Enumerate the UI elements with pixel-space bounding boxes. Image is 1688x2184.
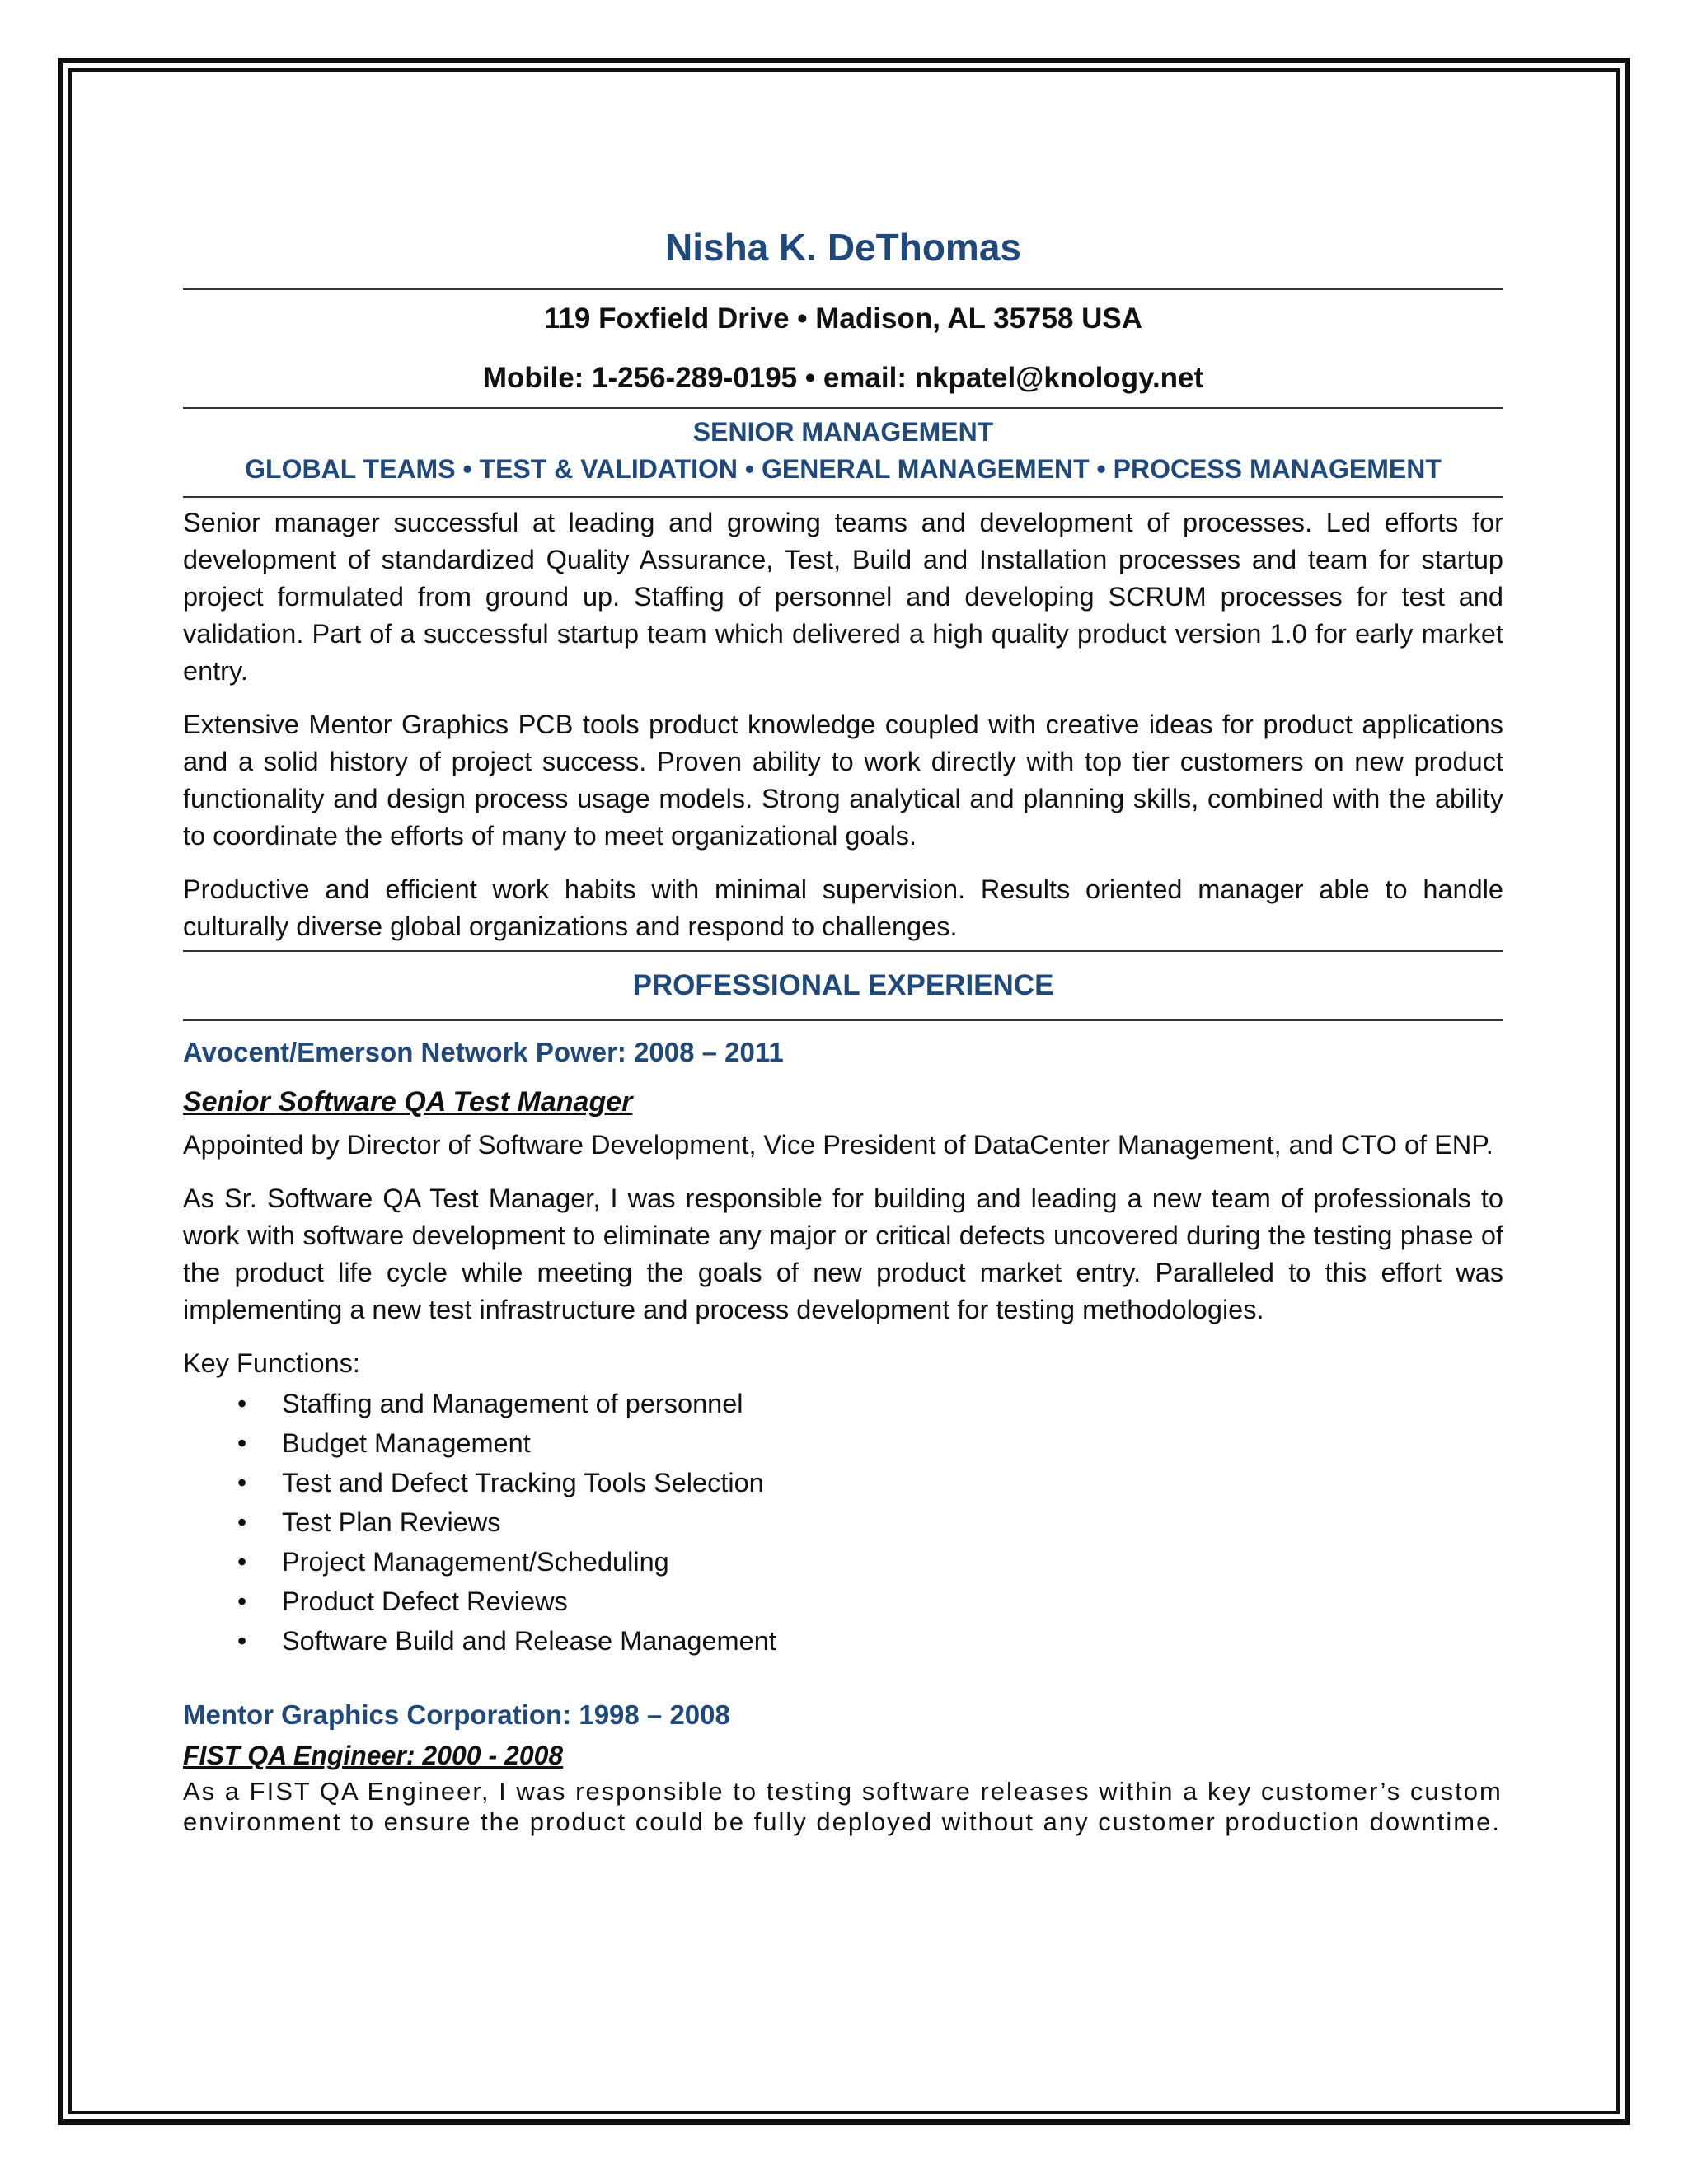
bullet-icon: •	[237, 1547, 247, 1577]
headline	[183, 414, 1503, 488]
job-paragraph: Appointed by Director of Software Development, Vice President of DataCenter Management, and CTO of ENP.	[183, 1130, 1493, 1160]
summary-rule-top	[183, 496, 1503, 498]
list-item: • Staffing and Management of personnel	[237, 1384, 1503, 1423]
bullet-icon: •	[237, 1389, 247, 1418]
experience-rule-top	[183, 950, 1503, 952]
list-item: • Software Build and Release Management	[237, 1621, 1503, 1661]
role-title: FIST QA Engineer: 2000 - 2008	[183, 1741, 564, 1770]
headline-areas: GLOBAL TEAMS • TEST & VALIDATION • GENERAL MANAGEMENT • PROCESS MANAGEMENT	[245, 454, 1442, 484]
key-functions-label: Key Functions:	[183, 1348, 360, 1378]
bullet-icon: •	[237, 1507, 247, 1537]
resume-page	[183, 210, 1503, 1837]
headline-title: SENIOR MANAGEMENT	[692, 417, 994, 447]
candidate-name: Nisha K. DeThomas	[665, 226, 1021, 269]
list-item: • Budget Management	[237, 1423, 1503, 1463]
key-functions-list	[183, 1384, 1503, 1661]
list-item: • Test Plan Reviews	[237, 1502, 1503, 1542]
bullet-icon: •	[237, 1586, 247, 1616]
bullet-icon: •	[237, 1468, 247, 1497]
summary-paragraph: Extensive Mentor Graphics PCB tools product knowledge coupled with creative ideas for product applications and a solid history of project success. Proven ability to work directly with top tier customers on new product functionality and design process usage models. Strong analytical and planning skills, combined with the ability to coordinate the efforts of many to meet organizational goals.	[183, 710, 1503, 851]
summary-paragraph: Senior manager successful at leading and growing teams and development of processes. Led efforts for development of standardized Quality Assurance, Test, Build and Installation processes and team for startup project formulated from ground up. Staffing of personnel and developing SCRUM processes for test and validation. Part of a successful startup team which delivered a high quality product version 1.0 for early market entry.	[183, 508, 1503, 686]
job-paragraph: As a FIST QA Engineer, I was responsible to testing software releases within a key customer’s custom environment to ensure the product could be fully deployed without any customer production downtime.	[183, 1777, 1503, 1836]
company-avocent: Avocent/Emerson Network Power: 2008 – 2011	[183, 1037, 784, 1067]
bullet-icon: •	[237, 1626, 247, 1656]
bullet-icon: •	[237, 1428, 247, 1458]
list-item: • Product Defect Reviews	[237, 1582, 1503, 1621]
summary-section	[183, 504, 1503, 945]
list-item: • Project Management/Scheduling	[237, 1542, 1503, 1582]
job-paragraph: As Sr. Software QA Test Manager, I was responsible for building and leading a new team of professionals to work with software development to eliminate any major or critical defects uncovered during the testing phase of the product life cycle while meeting the goals of new product market entry. Paralleled to this effort was implementing a new test infrastructure and process development for testing methodologies.	[183, 1183, 1503, 1324]
experience-rule-bottom	[183, 1019, 1503, 1021]
header-rule-bottom	[183, 407, 1503, 409]
summary-paragraph: Productive and efficient work habits with minimal supervision. Results oriented manager able to handle culturally diverse global organizations and respond to challenges.	[183, 874, 1503, 941]
section-title-experience: PROFESSIONAL EXPERIENCE	[632, 969, 1054, 1001]
role-title: Senior Software QA Test Manager	[183, 1086, 633, 1118]
address-line: 119 Foxfield Drive • Madison, AL 35758 USA	[543, 302, 1143, 335]
contact-line: Mobile: 1-256-289-0195 • email: nkpatel@knology.net	[482, 362, 1204, 394]
company-mentor-graphics: Mentor Graphics Corporation: 1998 – 2008	[183, 1699, 730, 1730]
header-rule-top	[183, 288, 1503, 290]
list-item: • Test and Defect Tracking Tools Selection	[237, 1463, 1503, 1502]
